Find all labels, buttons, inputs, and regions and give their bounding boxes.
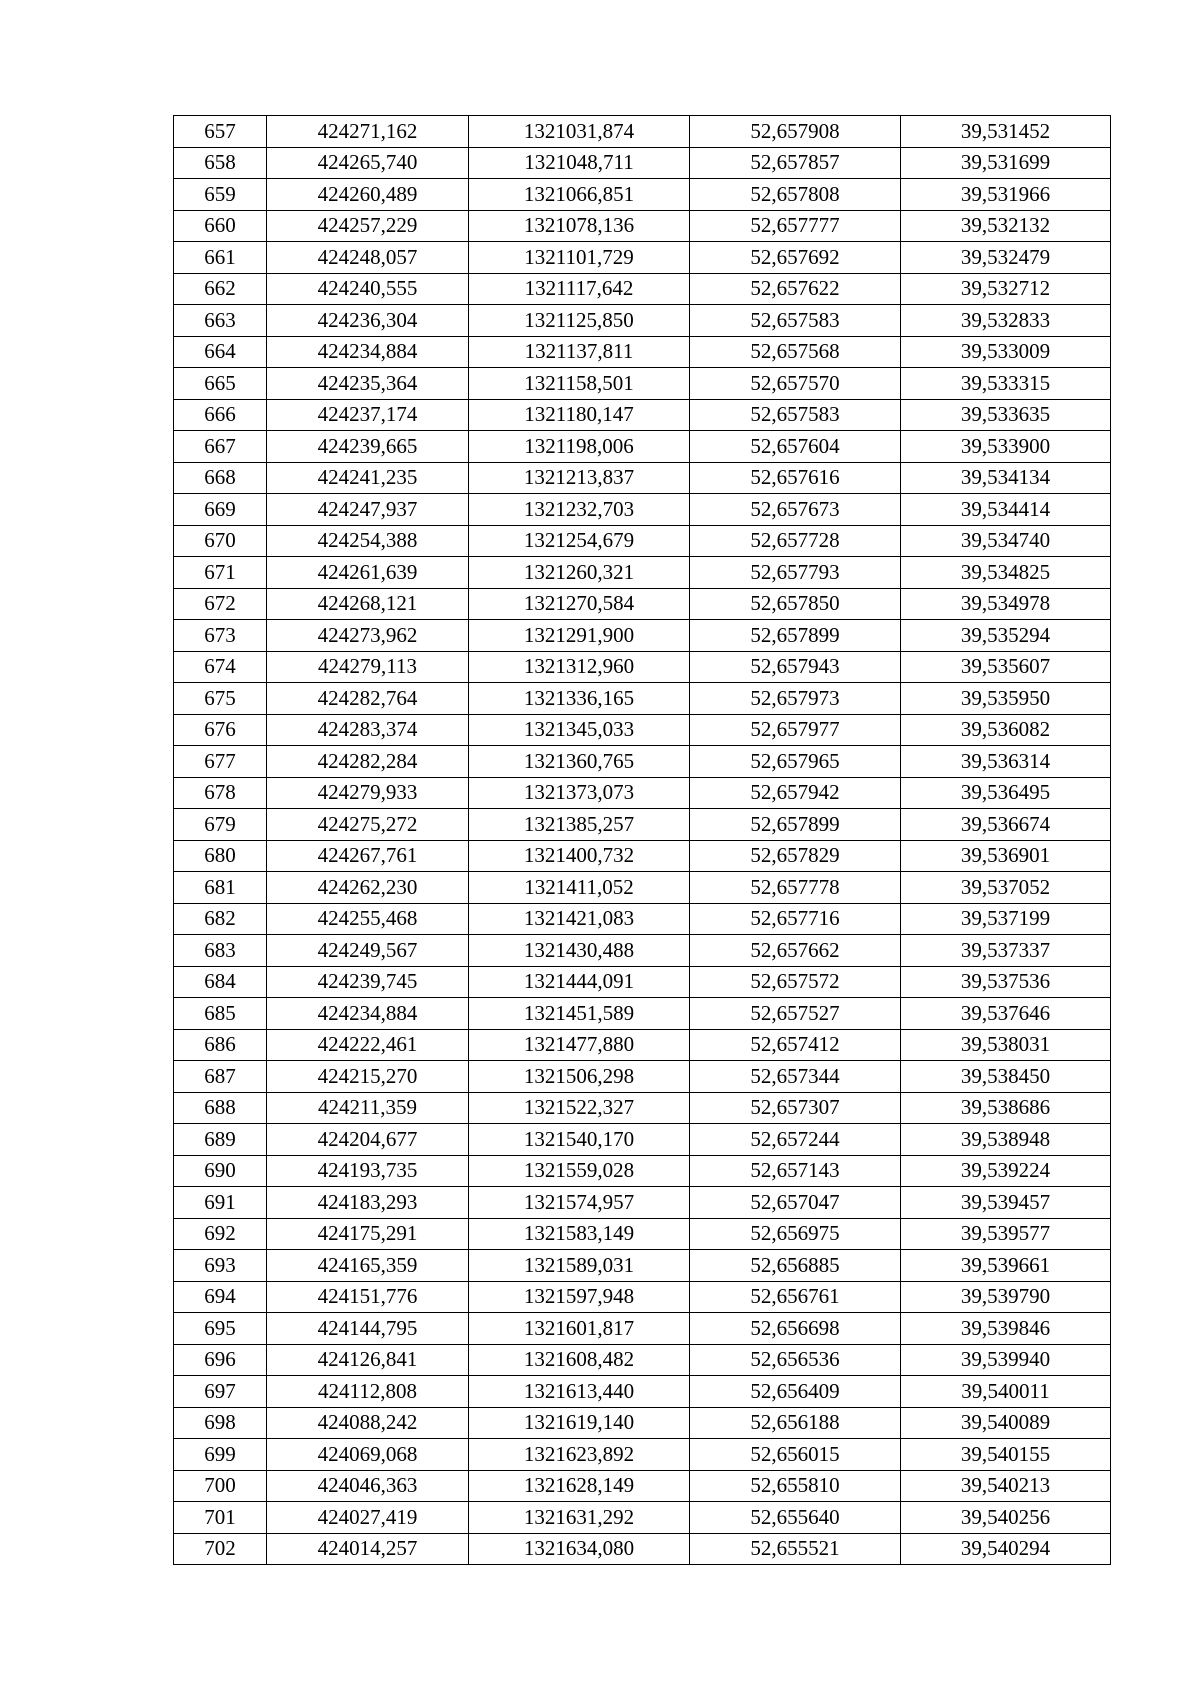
longitude-cell: 39,533635 [901, 399, 1111, 431]
latitude-cell: 52,657568 [690, 336, 901, 368]
table-row [174, 1124, 1111, 1156]
longitude-cell: 39,532833 [901, 305, 1111, 337]
table-row [174, 588, 1111, 620]
point-number-cell: 702 [174, 1533, 267, 1565]
table-row [174, 431, 1111, 463]
latitude-cell: 52,657604 [690, 431, 901, 463]
latitude-cell: 52,657728 [690, 525, 901, 557]
point-number-cell: 677 [174, 746, 267, 778]
latitude-cell: 52,655521 [690, 1533, 901, 1565]
table-row [174, 998, 1111, 1030]
table-row [174, 1187, 1111, 1219]
x-coordinate-cell: 424279,933 [267, 777, 469, 809]
point-number-cell: 694 [174, 1281, 267, 1313]
table-row [174, 1439, 1111, 1471]
latitude-cell: 52,657977 [690, 714, 901, 746]
longitude-cell: 39,532132 [901, 210, 1111, 242]
point-number-cell: 657 [174, 116, 267, 148]
latitude-cell: 52,657583 [690, 399, 901, 431]
latitude-cell: 52,656698 [690, 1313, 901, 1345]
latitude-cell: 52,657716 [690, 903, 901, 935]
latitude-cell: 52,657899 [690, 809, 901, 841]
y-coordinate-cell: 1321260,321 [469, 557, 690, 589]
point-number-cell: 660 [174, 210, 267, 242]
longitude-cell: 39,533900 [901, 431, 1111, 463]
point-number-cell: 674 [174, 651, 267, 683]
point-number-cell: 659 [174, 179, 267, 211]
y-coordinate-cell: 1321385,257 [469, 809, 690, 841]
x-coordinate-cell: 424193,735 [267, 1155, 469, 1187]
longitude-cell: 39,538450 [901, 1061, 1111, 1093]
latitude-cell: 52,657622 [690, 273, 901, 305]
latitude-cell: 52,656188 [690, 1407, 901, 1439]
longitude-cell: 39,540089 [901, 1407, 1111, 1439]
point-number-cell: 687 [174, 1061, 267, 1093]
latitude-cell: 52,655640 [690, 1502, 901, 1534]
x-coordinate-cell: 424046,363 [267, 1470, 469, 1502]
latitude-cell: 52,657307 [690, 1092, 901, 1124]
longitude-cell: 39,534134 [901, 462, 1111, 494]
table-row [174, 1313, 1111, 1345]
point-number-cell: 672 [174, 588, 267, 620]
point-number-cell: 676 [174, 714, 267, 746]
longitude-cell: 39,534825 [901, 557, 1111, 589]
longitude-cell: 39,537536 [901, 966, 1111, 998]
point-number-cell: 684 [174, 966, 267, 998]
latitude-cell: 52,656761 [690, 1281, 901, 1313]
point-number-cell: 691 [174, 1187, 267, 1219]
x-coordinate-cell: 424183,293 [267, 1187, 469, 1219]
longitude-cell: 39,538686 [901, 1092, 1111, 1124]
latitude-cell: 52,657857 [690, 147, 901, 179]
x-coordinate-cell: 424257,229 [267, 210, 469, 242]
y-coordinate-cell: 1321628,149 [469, 1470, 690, 1502]
table-row [174, 651, 1111, 683]
x-coordinate-cell: 424014,257 [267, 1533, 469, 1565]
y-coordinate-cell: 1321048,711 [469, 147, 690, 179]
y-coordinate-cell: 1321430,488 [469, 935, 690, 967]
x-coordinate-cell: 424267,761 [267, 840, 469, 872]
point-number-cell: 689 [174, 1124, 267, 1156]
table-row [174, 1218, 1111, 1250]
latitude-cell: 52,657527 [690, 998, 901, 1030]
point-number-cell: 690 [174, 1155, 267, 1187]
x-coordinate-cell: 424239,745 [267, 966, 469, 998]
latitude-cell: 52,657965 [690, 746, 901, 778]
y-coordinate-cell: 1321078,136 [469, 210, 690, 242]
y-coordinate-cell: 1321559,028 [469, 1155, 690, 1187]
point-number-cell: 692 [174, 1218, 267, 1250]
table-row [174, 1155, 1111, 1187]
latitude-cell: 52,657570 [690, 368, 901, 400]
y-coordinate-cell: 1321312,960 [469, 651, 690, 683]
latitude-cell: 52,657943 [690, 651, 901, 683]
point-number-cell: 658 [174, 147, 267, 179]
x-coordinate-cell: 424211,359 [267, 1092, 469, 1124]
latitude-cell: 52,657793 [690, 557, 901, 589]
y-coordinate-cell: 1321631,292 [469, 1502, 690, 1534]
y-coordinate-cell: 1321540,170 [469, 1124, 690, 1156]
y-coordinate-cell: 1321345,033 [469, 714, 690, 746]
longitude-cell: 39,534740 [901, 525, 1111, 557]
latitude-cell: 52,656975 [690, 1218, 901, 1250]
point-number-cell: 668 [174, 462, 267, 494]
latitude-cell: 52,657572 [690, 966, 901, 998]
x-coordinate-cell: 424282,284 [267, 746, 469, 778]
table-row [174, 1533, 1111, 1565]
x-coordinate-cell: 424204,677 [267, 1124, 469, 1156]
table-row [174, 777, 1111, 809]
longitude-cell: 39,537646 [901, 998, 1111, 1030]
longitude-cell: 39,534978 [901, 588, 1111, 620]
x-coordinate-cell: 424222,461 [267, 1029, 469, 1061]
table-row [174, 1092, 1111, 1124]
longitude-cell: 39,538031 [901, 1029, 1111, 1061]
point-number-cell: 682 [174, 903, 267, 935]
latitude-cell: 52,657143 [690, 1155, 901, 1187]
longitude-cell: 39,535950 [901, 683, 1111, 715]
latitude-cell: 52,657829 [690, 840, 901, 872]
longitude-cell: 39,531452 [901, 116, 1111, 148]
point-number-cell: 688 [174, 1092, 267, 1124]
table-row [174, 242, 1111, 274]
x-coordinate-cell: 424268,121 [267, 588, 469, 620]
y-coordinate-cell: 1321619,140 [469, 1407, 690, 1439]
x-coordinate-cell: 424265,740 [267, 147, 469, 179]
y-coordinate-cell: 1321213,837 [469, 462, 690, 494]
table-row [174, 840, 1111, 872]
table-row [174, 935, 1111, 967]
longitude-cell: 39,539790 [901, 1281, 1111, 1313]
y-coordinate-cell: 1321180,147 [469, 399, 690, 431]
y-coordinate-cell: 1321634,080 [469, 1533, 690, 1565]
table-row [174, 179, 1111, 211]
table-row [174, 1344, 1111, 1376]
x-coordinate-cell: 424273,962 [267, 620, 469, 652]
table-row [174, 1470, 1111, 1502]
longitude-cell: 39,536901 [901, 840, 1111, 872]
longitude-cell: 39,536674 [901, 809, 1111, 841]
x-coordinate-cell: 424126,841 [267, 1344, 469, 1376]
y-coordinate-cell: 1321400,732 [469, 840, 690, 872]
point-number-cell: 701 [174, 1502, 267, 1534]
table-row [174, 1281, 1111, 1313]
longitude-cell: 39,535294 [901, 620, 1111, 652]
point-number-cell: 661 [174, 242, 267, 274]
y-coordinate-cell: 1321506,298 [469, 1061, 690, 1093]
y-coordinate-cell: 1321601,817 [469, 1313, 690, 1345]
x-coordinate-cell: 424248,057 [267, 242, 469, 274]
table-row [174, 210, 1111, 242]
longitude-cell: 39,536314 [901, 746, 1111, 778]
y-coordinate-cell: 1321411,052 [469, 872, 690, 904]
point-number-cell: 685 [174, 998, 267, 1030]
longitude-cell: 39,540213 [901, 1470, 1111, 1502]
longitude-cell: 39,537199 [901, 903, 1111, 935]
x-coordinate-cell: 424151,776 [267, 1281, 469, 1313]
longitude-cell: 39,536495 [901, 777, 1111, 809]
point-number-cell: 686 [174, 1029, 267, 1061]
longitude-cell: 39,540155 [901, 1439, 1111, 1471]
point-number-cell: 700 [174, 1470, 267, 1502]
table-row [174, 620, 1111, 652]
x-coordinate-cell: 424261,639 [267, 557, 469, 589]
longitude-cell: 39,533315 [901, 368, 1111, 400]
latitude-cell: 52,657908 [690, 116, 901, 148]
latitude-cell: 52,656409 [690, 1376, 901, 1408]
longitude-cell: 39,539661 [901, 1250, 1111, 1282]
y-coordinate-cell: 1321373,073 [469, 777, 690, 809]
y-coordinate-cell: 1321336,165 [469, 683, 690, 715]
longitude-cell: 39,533009 [901, 336, 1111, 368]
y-coordinate-cell: 1321583,149 [469, 1218, 690, 1250]
y-coordinate-cell: 1321198,006 [469, 431, 690, 463]
latitude-cell: 52,657047 [690, 1187, 901, 1219]
longitude-cell: 39,540011 [901, 1376, 1111, 1408]
x-coordinate-cell: 424027,419 [267, 1502, 469, 1534]
x-coordinate-cell: 424275,272 [267, 809, 469, 841]
table-row [174, 525, 1111, 557]
x-coordinate-cell: 424069,068 [267, 1439, 469, 1471]
y-coordinate-cell: 1321574,957 [469, 1187, 690, 1219]
point-number-cell: 696 [174, 1344, 267, 1376]
longitude-cell: 39,540256 [901, 1502, 1111, 1534]
longitude-cell: 39,538948 [901, 1124, 1111, 1156]
point-number-cell: 697 [174, 1376, 267, 1408]
x-coordinate-cell: 424247,937 [267, 494, 469, 526]
x-coordinate-cell: 424234,884 [267, 336, 469, 368]
latitude-cell: 52,656536 [690, 1344, 901, 1376]
point-number-cell: 683 [174, 935, 267, 967]
table-row [174, 966, 1111, 998]
latitude-cell: 52,657973 [690, 683, 901, 715]
x-coordinate-cell: 424215,270 [267, 1061, 469, 1093]
table-row [174, 1376, 1111, 1408]
y-coordinate-cell: 1321137,811 [469, 336, 690, 368]
longitude-cell: 39,540294 [901, 1533, 1111, 1565]
x-coordinate-cell: 424282,764 [267, 683, 469, 715]
table-row [174, 557, 1111, 589]
table-row [174, 399, 1111, 431]
y-coordinate-cell: 1321608,482 [469, 1344, 690, 1376]
longitude-cell: 39,531699 [901, 147, 1111, 179]
table-row [174, 368, 1111, 400]
point-number-cell: 667 [174, 431, 267, 463]
longitude-cell: 39,537052 [901, 872, 1111, 904]
x-coordinate-cell: 424262,230 [267, 872, 469, 904]
point-number-cell: 671 [174, 557, 267, 589]
table-row [174, 809, 1111, 841]
x-coordinate-cell: 424279,113 [267, 651, 469, 683]
x-coordinate-cell: 424254,388 [267, 525, 469, 557]
table-row [174, 1029, 1111, 1061]
longitude-cell: 39,531966 [901, 179, 1111, 211]
table-row [174, 1061, 1111, 1093]
x-coordinate-cell: 424239,665 [267, 431, 469, 463]
point-number-cell: 673 [174, 620, 267, 652]
y-coordinate-cell: 1321158,501 [469, 368, 690, 400]
point-number-cell: 664 [174, 336, 267, 368]
x-coordinate-cell: 424234,884 [267, 998, 469, 1030]
point-number-cell: 669 [174, 494, 267, 526]
table-row [174, 683, 1111, 715]
point-number-cell: 678 [174, 777, 267, 809]
table-row [174, 305, 1111, 337]
table-row [174, 494, 1111, 526]
y-coordinate-cell: 1321360,765 [469, 746, 690, 778]
longitude-cell: 39,532479 [901, 242, 1111, 274]
latitude-cell: 52,656885 [690, 1250, 901, 1282]
table-row [174, 273, 1111, 305]
longitude-cell: 39,539940 [901, 1344, 1111, 1376]
y-coordinate-cell: 1321623,892 [469, 1439, 690, 1471]
y-coordinate-cell: 1321066,851 [469, 179, 690, 211]
y-coordinate-cell: 1321444,091 [469, 966, 690, 998]
x-coordinate-cell: 424283,374 [267, 714, 469, 746]
table-row [174, 746, 1111, 778]
table-row [174, 336, 1111, 368]
coordinates-table-body [174, 116, 1111, 1565]
longitude-cell: 39,532712 [901, 273, 1111, 305]
x-coordinate-cell: 424165,359 [267, 1250, 469, 1282]
latitude-cell: 52,656015 [690, 1439, 901, 1471]
latitude-cell: 52,657412 [690, 1029, 901, 1061]
y-coordinate-cell: 1321597,948 [469, 1281, 690, 1313]
table-row [174, 462, 1111, 494]
table-row [174, 1502, 1111, 1534]
table-row [174, 903, 1111, 935]
point-number-cell: 679 [174, 809, 267, 841]
longitude-cell: 39,536082 [901, 714, 1111, 746]
table-row [174, 1250, 1111, 1282]
latitude-cell: 52,657778 [690, 872, 901, 904]
latitude-cell: 52,657344 [690, 1061, 901, 1093]
latitude-cell: 52,657662 [690, 935, 901, 967]
table-row [174, 147, 1111, 179]
point-number-cell: 680 [174, 840, 267, 872]
y-coordinate-cell: 1321270,584 [469, 588, 690, 620]
latitude-cell: 52,657777 [690, 210, 901, 242]
table-row [174, 872, 1111, 904]
x-coordinate-cell: 424240,555 [267, 273, 469, 305]
x-coordinate-cell: 424144,795 [267, 1313, 469, 1345]
x-coordinate-cell: 424249,567 [267, 935, 469, 967]
longitude-cell: 39,534414 [901, 494, 1111, 526]
latitude-cell: 52,655810 [690, 1470, 901, 1502]
point-number-cell: 681 [174, 872, 267, 904]
point-number-cell: 666 [174, 399, 267, 431]
latitude-cell: 52,657808 [690, 179, 901, 211]
y-coordinate-cell: 1321613,440 [469, 1376, 690, 1408]
y-coordinate-cell: 1321101,729 [469, 242, 690, 274]
point-number-cell: 698 [174, 1407, 267, 1439]
table-row [174, 714, 1111, 746]
y-coordinate-cell: 1321254,679 [469, 525, 690, 557]
latitude-cell: 52,657673 [690, 494, 901, 526]
longitude-cell: 39,539457 [901, 1187, 1111, 1219]
latitude-cell: 52,657899 [690, 620, 901, 652]
table-row [174, 1407, 1111, 1439]
longitude-cell: 39,539846 [901, 1313, 1111, 1345]
point-number-cell: 663 [174, 305, 267, 337]
y-coordinate-cell: 1321451,589 [469, 998, 690, 1030]
y-coordinate-cell: 1321421,083 [469, 903, 690, 935]
table-row [174, 116, 1111, 148]
point-number-cell: 670 [174, 525, 267, 557]
y-coordinate-cell: 1321522,327 [469, 1092, 690, 1124]
x-coordinate-cell: 424235,364 [267, 368, 469, 400]
x-coordinate-cell: 424241,235 [267, 462, 469, 494]
point-number-cell: 693 [174, 1250, 267, 1282]
y-coordinate-cell: 1321291,900 [469, 620, 690, 652]
coordinates-table [173, 115, 1111, 1565]
y-coordinate-cell: 1321031,874 [469, 116, 690, 148]
point-number-cell: 675 [174, 683, 267, 715]
latitude-cell: 52,657942 [690, 777, 901, 809]
x-coordinate-cell: 424237,174 [267, 399, 469, 431]
point-number-cell: 699 [174, 1439, 267, 1471]
point-number-cell: 665 [174, 368, 267, 400]
point-number-cell: 662 [174, 273, 267, 305]
y-coordinate-cell: 1321125,850 [469, 305, 690, 337]
x-coordinate-cell: 424112,808 [267, 1376, 469, 1408]
longitude-cell: 39,537337 [901, 935, 1111, 967]
y-coordinate-cell: 1321117,642 [469, 273, 690, 305]
longitude-cell: 39,539224 [901, 1155, 1111, 1187]
y-coordinate-cell: 1321232,703 [469, 494, 690, 526]
latitude-cell: 52,657850 [690, 588, 901, 620]
x-coordinate-cell: 424260,489 [267, 179, 469, 211]
latitude-cell: 52,657244 [690, 1124, 901, 1156]
x-coordinate-cell: 424175,291 [267, 1218, 469, 1250]
y-coordinate-cell: 1321477,880 [469, 1029, 690, 1061]
y-coordinate-cell: 1321589,031 [469, 1250, 690, 1282]
longitude-cell: 39,535607 [901, 651, 1111, 683]
latitude-cell: 52,657616 [690, 462, 901, 494]
latitude-cell: 52,657583 [690, 305, 901, 337]
latitude-cell: 52,657692 [690, 242, 901, 274]
longitude-cell: 39,539577 [901, 1218, 1111, 1250]
x-coordinate-cell: 424255,468 [267, 903, 469, 935]
point-number-cell: 695 [174, 1313, 267, 1345]
x-coordinate-cell: 424236,304 [267, 305, 469, 337]
x-coordinate-cell: 424088,242 [267, 1407, 469, 1439]
x-coordinate-cell: 424271,162 [267, 116, 469, 148]
